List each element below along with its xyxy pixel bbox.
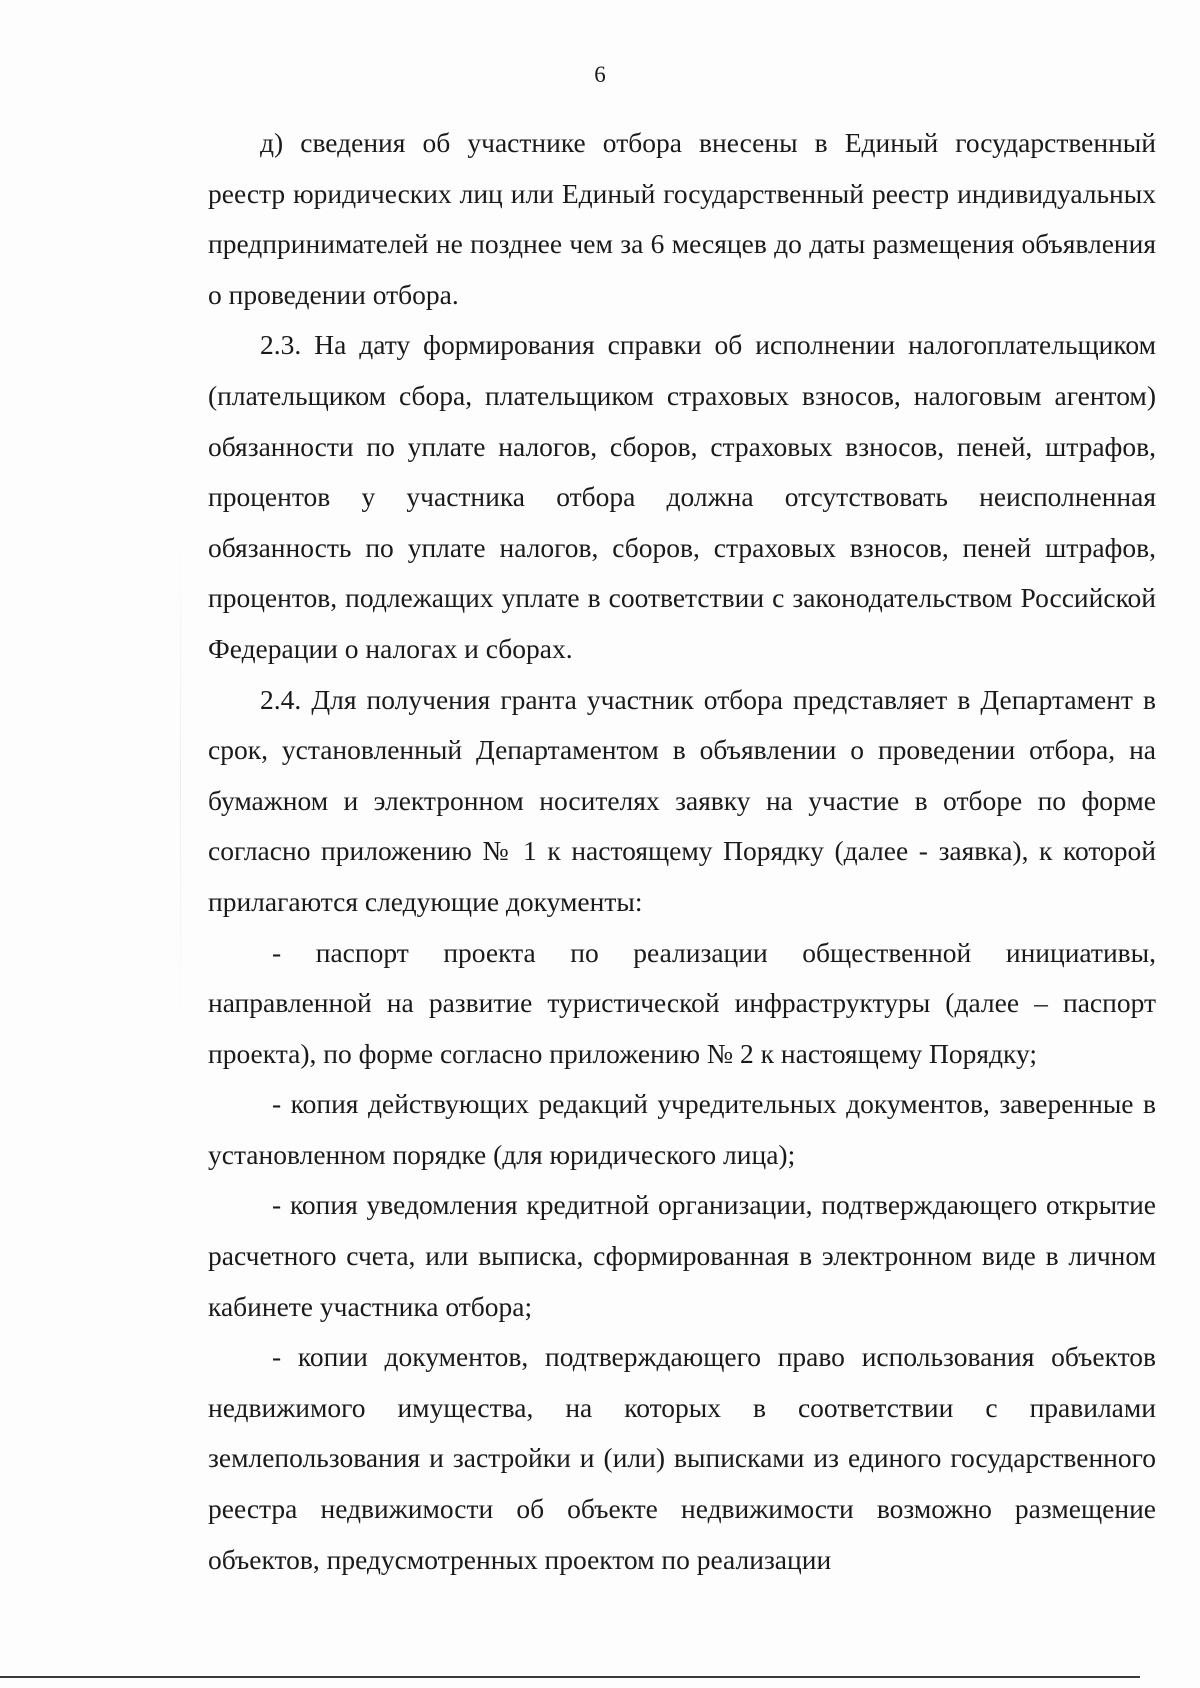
document-body — [208, 118, 1156, 1585]
paragraph-registry-condition: д) сведения об участнике отбора внесены в Единый государственный реестр юридических лиц или Единый государственный реестр индивидуальных предпринимателей не позднее чем за 6 месяцев до даты размещения объявления о проведении отбора. — [208, 127, 1156, 310]
list-item-founding-documents: - копия действующих редакций учредительных документов, заверенные в установленном порядке (для юридического лица); — [208, 1088, 1156, 1170]
paragraph-2-4-application: 2.4. Для получения гранта участник отбора представляет в Департамент в срок, установленный Департаментом в объявлении о проведении отбора, на бумажном и электронном носителях заявку на участие в отборе по форме согласно приложению № 1 к настоящему Порядку (далее - заявка), к которой прилагаются следующие документы: — [208, 683, 1156, 917]
scan-edge-shadow — [180, 520, 181, 1040]
list-item-property-rights: - копии документов, подтверждающего право использования объектов недвижимого имущества, на которых в соответствии с правилами землепользования и застройки и (или) выписками из единого государственного реестра недвижимости об объекте недвижимости возможно размещение объектов, предусмотренных проектом по реализации — [208, 1341, 1156, 1575]
scan-bottom-edge — [0, 1676, 1140, 1678]
list-item-bank-notice: - копия уведомления кредитной организации, подтверждающего открытие расчетного счета, или выписка, сформированная в электронном виде в личном кабинете участника отбора; — [208, 1189, 1156, 1322]
paragraph-2-3-tax-obligations: 2.3. На дату формирования справки об исполнении налогоплательщиком (плательщиком сбора, плательщиком страховых взносов, налоговым агентом) обязанности по уплате налогов, сборов, страховых взносов, пеней, штрафов, процентов у участника отбора должна отсутствовать неисполненная обязанность по уплате налогов, сборов, страховых взносов, пеней штрафов, процентов, подлежащих уплате в соответствии с законодательством Российской Федерации о налогах и сборах. — [208, 329, 1156, 664]
list-item-project-passport: - паспорт проекта по реализации общественной инициативы, направленной на развитие туристической инфраструктуры (далее – паспорт проекта), по форме согласно приложению № 2 к настоящему Порядку; — [208, 936, 1156, 1069]
page-number: 6 — [594, 62, 606, 87]
